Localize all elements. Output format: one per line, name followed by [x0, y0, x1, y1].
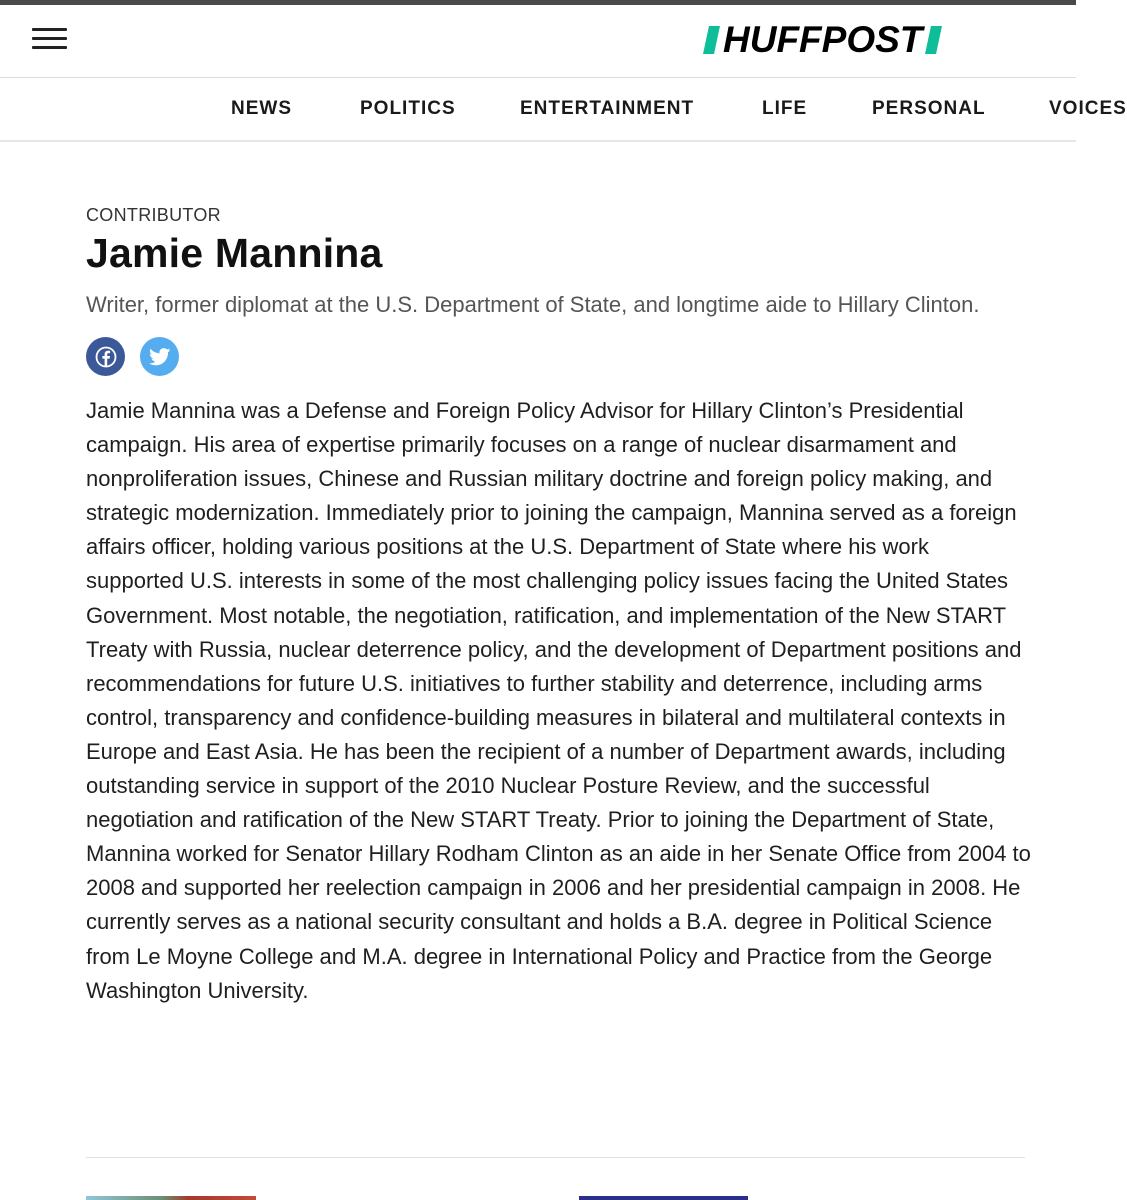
- menu-line: [32, 37, 67, 40]
- author-tagline: Writer, former diplomat at the U.S. Department of State, and longtime aide to Hillary Clinton.: [86, 292, 980, 317]
- site-header: [0, 5, 1076, 78]
- twitter-button[interactable]: [140, 337, 179, 376]
- logo-bar-left: [703, 26, 720, 54]
- nav-item-entertainment[interactable]: ENTERTAINMENT: [520, 98, 695, 119]
- nav-item-politics[interactable]: POLITICS: [360, 98, 456, 119]
- logo-text: HUFFPOST: [723, 19, 923, 60]
- section-divider: [86, 1157, 1025, 1158]
- author-bio: Jamie Mannina was a Defense and Foreign Policy Advisor for Hillary Clinton’s Presidential campaign. His area of expertise primarily focuses on a range of nuclear disarmament and nonproliferation issues, Chinese and Russian military doctrine and foreign policy making, and strategic modernization. Immediately prior to joining the campaign, Mannina served as a foreign affairs officer, holding various positions at the U.S. Department of State where his work supported U.S. interests in some of the most challenging policy issues facing the United States Government. Most notable, the negotiation, ratification, and implementation of the New START Treaty with Russia, nuclear deterrence policy, and the development of Department positions and recommendations for future U.S. initiatives to further stability and deterrence, including arms control, transparency and confidence-building measures in bilateral and multilateral contexts in Europe and East Asia. He has been the recipient of a number of Department awards, including outstanding service in support of the 2010 Nuclear Posture Review, and the successful negotiation and ratification of the New START Treaty. Prior to joining the Department of State, Mannina worked for Senator Hillary Rodham Clinton as an aide in her Senate Office from 2004 to 2008 and supported her reelection campaign in 2006 and her presidential campaign in 2008. He currently serves as a national security consultant and holds a B.A. degree in Political Science from Le Moyne College and M.A. degree in International Policy and Practice from the George Washington University.: [86, 398, 1031, 1003]
- nav-item-news[interactable]: NEWS: [231, 98, 292, 119]
- menu-line: [32, 28, 67, 31]
- facebook-button[interactable]: [86, 337, 125, 376]
- author-profile: [86, 205, 1031, 1008]
- nav-item-voices[interactable]: VOICES: [1049, 98, 1127, 119]
- hamburger-menu-icon[interactable]: [32, 25, 68, 53]
- author-role: CONTRIBUTOR: [86, 205, 221, 225]
- social-links: [86, 337, 1031, 377]
- logo-bar-right: [925, 26, 942, 54]
- menu-line: [32, 46, 67, 49]
- article-thumbnail[interactable]: [579, 1196, 748, 1200]
- twitter-icon: [149, 348, 171, 366]
- article-thumbnail[interactable]: [86, 1196, 256, 1200]
- section-nav: [0, 78, 1127, 142]
- facebook-icon: [95, 346, 117, 368]
- author-name: Jamie Mannina: [86, 230, 383, 276]
- nav-item-personal[interactable]: PERSONAL: [872, 98, 986, 119]
- nav-item-life[interactable]: LIFE: [762, 98, 808, 119]
- huffpost-logo[interactable]: [706, 20, 939, 60]
